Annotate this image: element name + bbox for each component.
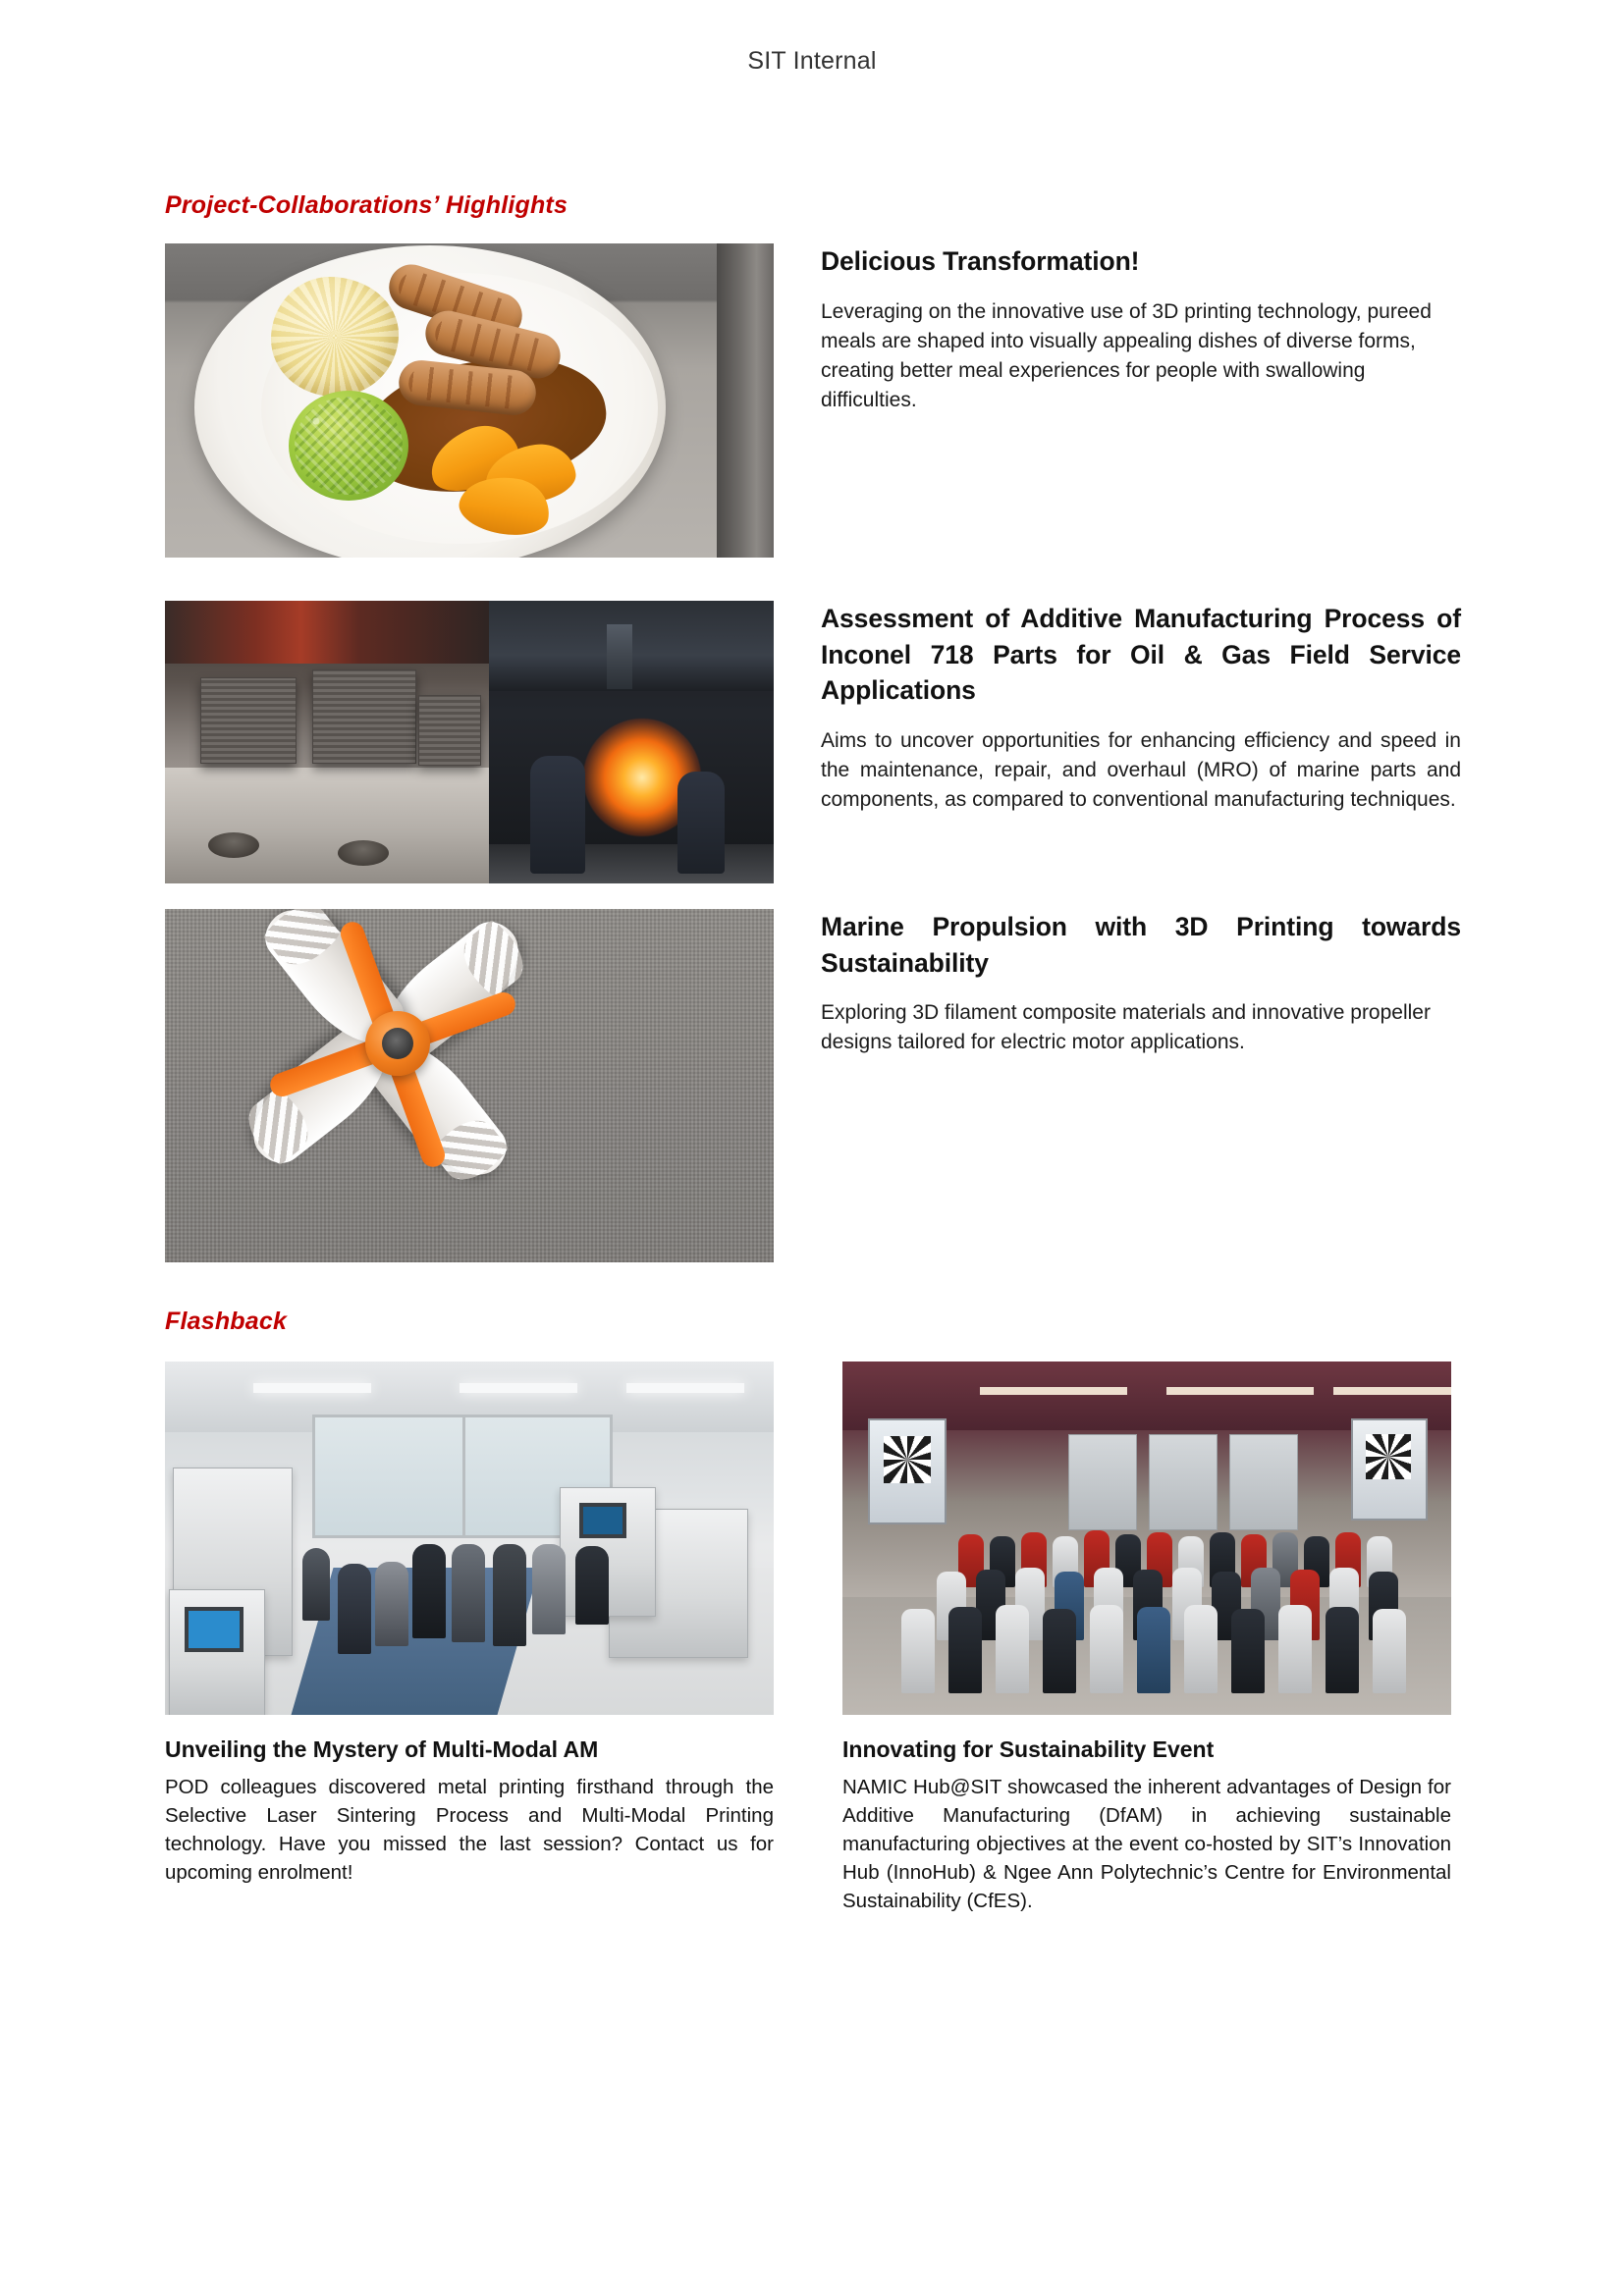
highlight-text-column (774, 909, 1461, 1058)
page-header-label: SIT Internal (747, 47, 877, 75)
highlight-image-column (165, 601, 774, 883)
highlight-body: Exploring 3D filament composite materials and innovative propeller designs tailored for electric motor applications. (821, 1001, 1431, 1054)
lab-visit-photo (165, 1362, 774, 1715)
highlight-title: Marine Propulsion with 3D Printing towards Sustainability (821, 912, 1461, 978)
highlight-text-column (774, 243, 1461, 416)
section-title-flashback: Flashback (165, 1308, 288, 1335)
highlight-image-column (165, 909, 774, 1262)
inconel-additive-manufacturing-photo (165, 601, 774, 883)
section-title-project-collaborations: Project-Collaborations’ Highlights (165, 191, 568, 219)
spacer (165, 883, 1461, 909)
page-content (165, 191, 1461, 1916)
highlight-body: Leveraging on the innovative use of 3D printing technology, pureed meals are shaped into visually appealing dishes of diverse forms, creating better meal experiences for people with swallowing difficulties. (821, 299, 1432, 412)
highlight-title: Assessment of Additive Manufacturing Process of Inconel 718 Parts for Oil & Gas Field Service Applications (821, 604, 1461, 706)
flashback-body: POD colleagues discovered metal printing firsthand through the Selective Laser Sintering Process and Multi-Modal Printing technology. Have you missed the last session? Contact us for upcoming enrolment! (165, 1776, 774, 1885)
highlight-image-column (165, 243, 774, 558)
sustainability-event-audience-photo (842, 1362, 1451, 1715)
flashback-item-sustainability-event (842, 1362, 1451, 1916)
highlight-title: Delicious Transformation! (821, 246, 1140, 276)
3d-printed-propeller-photo (165, 909, 774, 1262)
highlight-item-marine-propulsion (165, 909, 1461, 1262)
flashback-grid (165, 1362, 1461, 1916)
highlight-item-delicious-transformation (165, 243, 1461, 558)
highlight-body: Aims to uncover opportunities for enhancing efficiency and speed in the maintenance, repair, and overhaul (MRO) of marine parts and components, as compared to conventional manufacturing techniques. (821, 728, 1461, 812)
spacer (165, 558, 1461, 601)
highlight-text-column (774, 601, 1461, 815)
flashback-item-multi-modal-am (165, 1362, 774, 1916)
highlight-item-inconel-718 (165, 601, 1461, 883)
flashback-body: NAMIC Hub@SIT showcased the inherent advantages of Design for Additive Manufacturing (DfAM) in achieving sustainable manufacturing objectives at the event co-hosted by SIT’s Innovation Hub (InnoHub) & Ngee Ann Polytechnic’s Centre for Environmental Sustainability (CfES). (842, 1776, 1451, 1913)
flashback-title: Innovating for Sustainability Event (842, 1736, 1215, 1762)
flashback-title: Unveiling the Mystery of Multi-Modal AM (165, 1736, 599, 1762)
pureed-food-plate-photo (165, 243, 774, 558)
